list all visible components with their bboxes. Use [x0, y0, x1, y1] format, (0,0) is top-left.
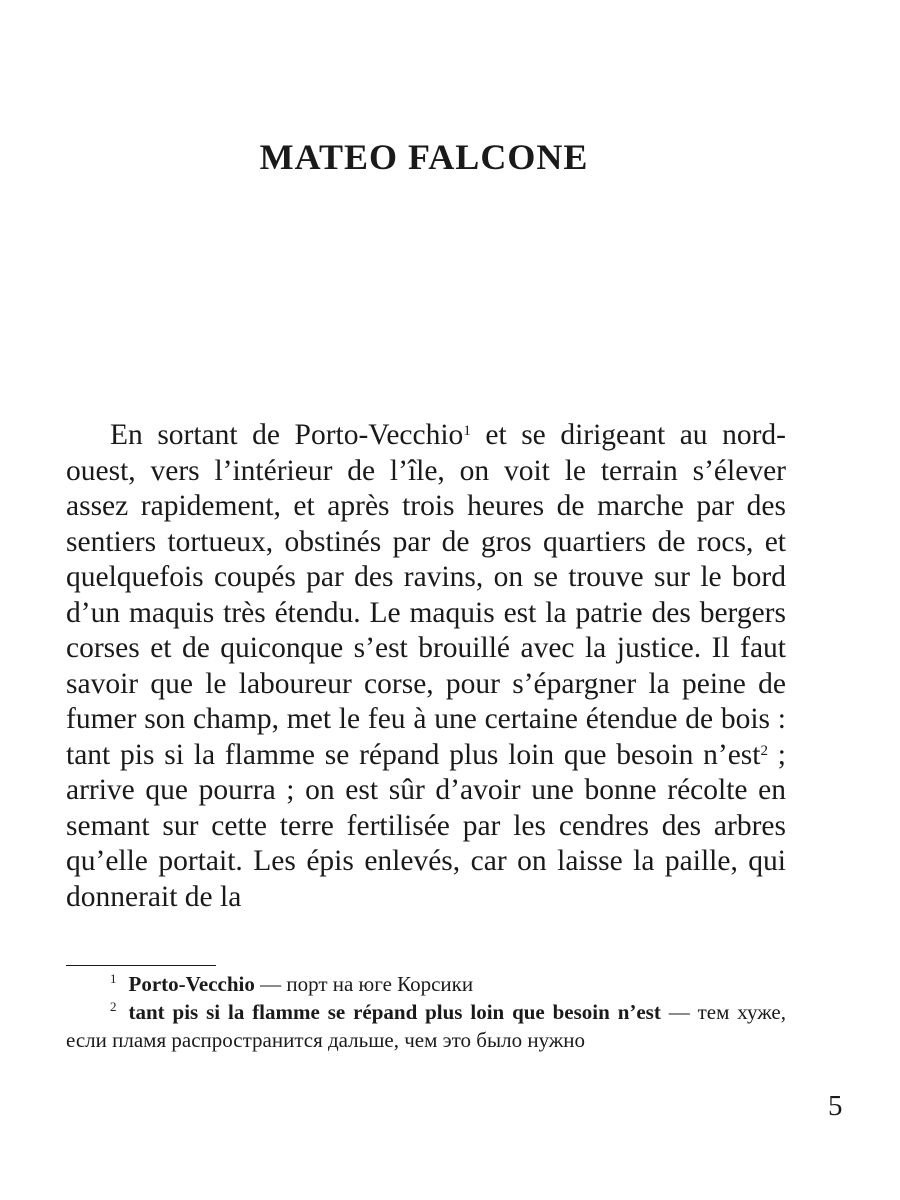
body-text-part-3: ; arrive que pourra ; on est sûr d’avoir une bonne récolte en semant sur cette terre fertilisée par les cendres des arbres qu’elle portait. Les épis enlevés, car on laisse la paille, qui donnerait de la: [66, 738, 786, 913]
body-text-part-1: En sortant de Porto-Vecchio: [110, 419, 464, 451]
body-text-part-2: et se dirigeant au nord-ouest, vers l’intérieur de l’île, on voit le terrain s’élever assez rapidement, et après trois heures de marche par des sentiers tortueux, obstinés par de gros quartiers de rocs, et quelquefois coupés par des ravins, on se trouve sur le bord d’un maquis très étendu. Le maquis est la patrie des bergers corses et de quiconque s’est brouillé avec la justice. Il faut savoir que le laboureur corse, pour s’épargner la peine de fumer son champ, met le feu à une certaine étendue de bois : tant pis si la flamme se répand plus loin que besoin n’est: [66, 419, 786, 771]
footnote-1: [66, 970, 786, 998]
footnote-ref-1: 1: [463, 423, 471, 440]
footnote-term: Porto-Vecchio: [128, 972, 255, 996]
footnote-2: [66, 998, 786, 1054]
footnotes: [66, 970, 786, 1054]
footnote-divider: [66, 965, 216, 966]
chapter-title: MATEO FALCONE: [259, 137, 589, 177]
body-paragraph: [66, 418, 786, 915]
footnote-term: tant pis si la flamme se répand plus loin que besoin n’est: [128, 1000, 661, 1024]
footnote-text: — тем хуже, если пламя распространится дальше, чем это было нужно: [66, 1000, 786, 1052]
footnote-number: 1: [110, 971, 117, 986]
footnote-text: — порт на юге Корсики: [254, 972, 474, 996]
footnote-ref-2: 2: [760, 742, 768, 759]
footnote-number: 2: [110, 999, 117, 1014]
page-number: 5: [828, 1090, 843, 1122]
